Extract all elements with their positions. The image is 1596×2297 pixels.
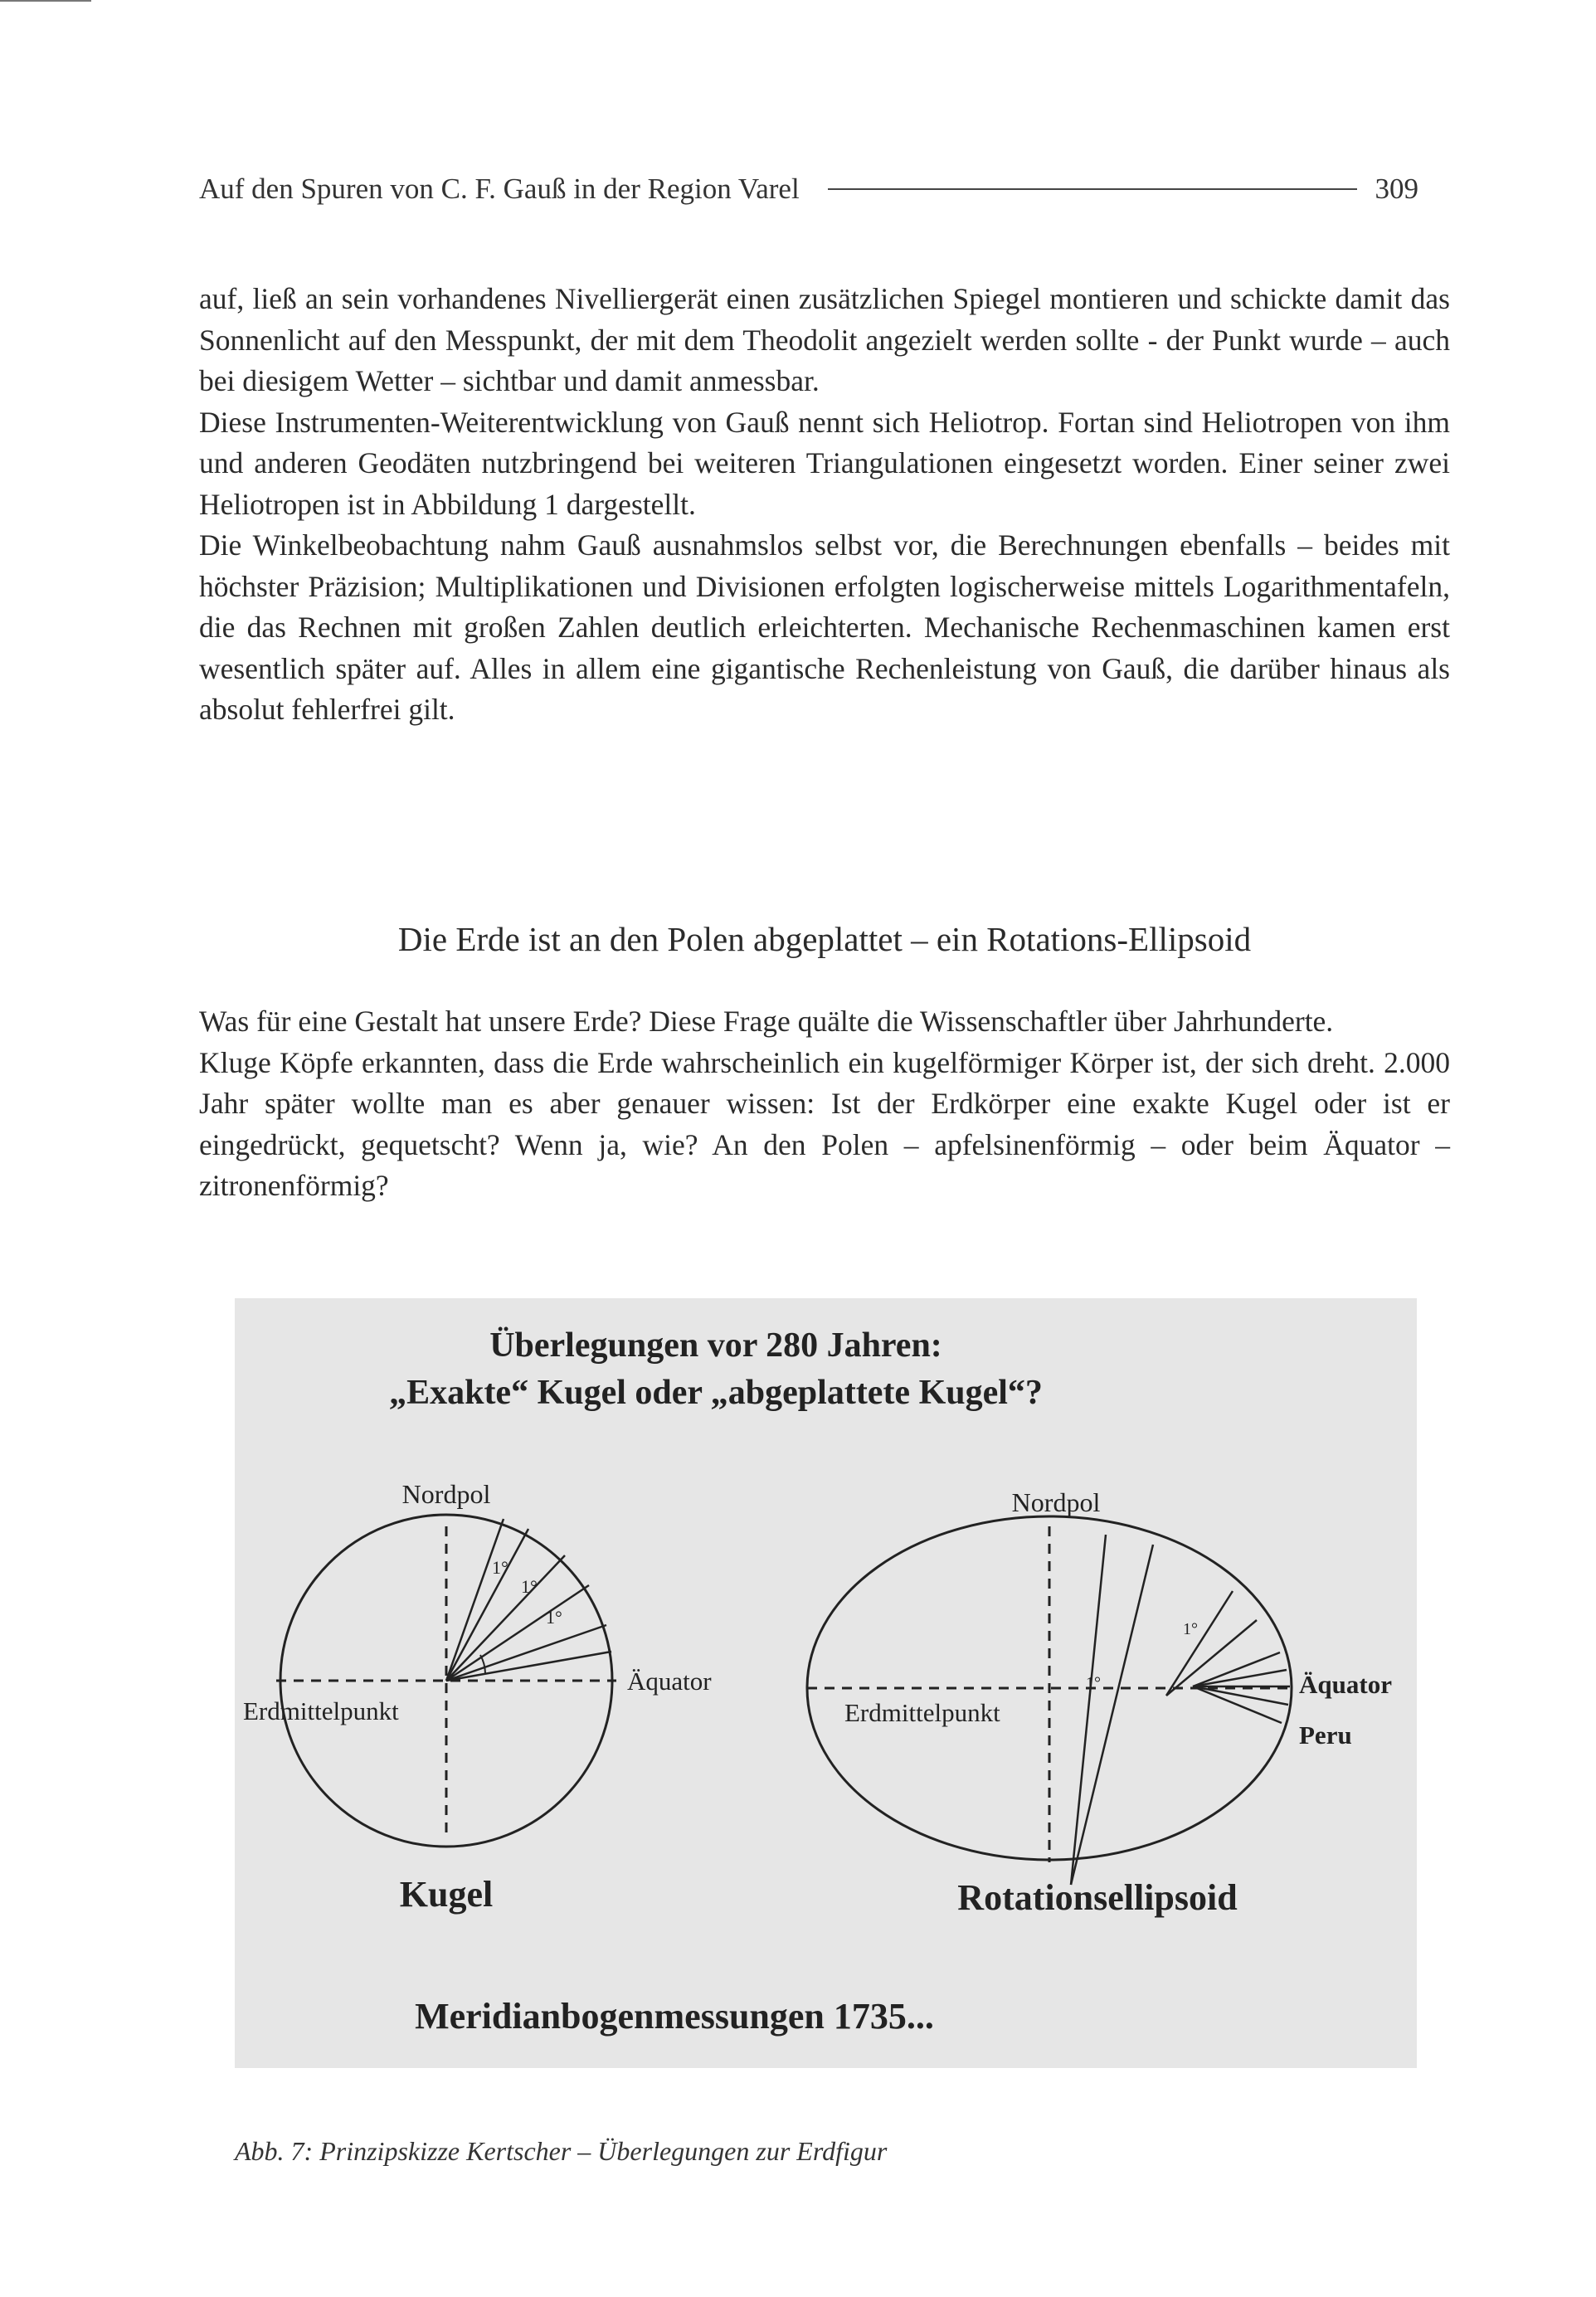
ellipsoid-ray [1166,1591,1233,1696]
sphere-name-label: Kugel [399,1874,494,1915]
ellipsoid-name-label: Rotationsellipsoid [957,1877,1238,1918]
angle-arc [480,1655,485,1673]
ellipsoid-ray [1071,1545,1153,1885]
degree-label: 1° [521,1576,538,1597]
figure-diagram [235,1298,1417,2068]
peru-label: Peru [1299,1720,1352,1750]
running-title: Auf den Spuren von C. F. Gauß in der Region Varel [199,173,800,205]
section-heading: Die Erde ist an den Polen abgeplattet – ein Rotations-Ellipsoid [397,920,1252,958]
figure-earth-shape [235,1298,1417,2068]
sphere-ray [446,1519,504,1681]
ellipsoid-north-pole-label: Nordpol [1011,1487,1101,1517]
sphere-ray [446,1625,606,1681]
paragraph: Was für eine Gestalt hat unsere Erde? Diese Frage quälte die Wissenschaftler über Jahrhunderte. [199,1005,1334,1038]
paragraph: auf, ließ an sein vorhandenes Nivelliergerät einen zusätzlichen Spiegel montieren und schickte damit das Sonnenlicht auf den Messpunkt, der mit dem Theodolit angezielt werden sollte - der Punkt wurde – auch bei diesigem Wetter – sichtbar und damit anmessbar. [199,282,1450,397]
paragraph: Kluge Köpfe erkannten, dass die Erde wahrscheinlich ein kugelförmiger Körper ist, der sich dreht. 2.000 Jahr später wollte man es aber genauer wissen: Ist der Erdkörper eine exakte Kugel oder ist er eingedrückt, gequetscht? Wenn ja, wie? An den Polen – apfelsinenförmig – oder beim Äquator – zitronenförmig? [199,1045,1450,1202]
running-head [199,173,1418,206]
degree-label: 1° [546,1607,562,1628]
figure-caption: Abb. 7: Prinzipskizze Kertscher – Überlegungen zur Erdfigur [235,2136,888,2166]
paragraph: Diese Instrumenten-Weiterentwicklung von Gauß nennt sich Heliotrop. Fortan sind Heliotropen von ihm und anderen Geodäten nutzbringend bei weiteren Triangulationen eingesetzt worden. Einer seiner zwei Heliotropen ist in Abbildung 1 dargestellt. [199,405,1450,521]
sphere-ray [446,1585,589,1681]
header-rule [828,188,1357,190]
sphere-north-pole-label: Nordpol [401,1479,491,1509]
sphere-ray [446,1529,528,1681]
ellipsoid-equator-label: Äquator [1299,1670,1392,1699]
degree-label: 1° [1086,1674,1101,1692]
sphere-diagram [276,1515,616,1847]
ellipsoid-center-label: Erdmittelpunkt [844,1698,1000,1727]
ellipsoid-ray [1193,1652,1280,1686]
figure-title-line1: Überlegungen vor 280 Jahren: [489,1326,942,1365]
sphere-center-label: Erdmittelpunkt [243,1696,399,1725]
degree-label: 1° [492,1557,508,1578]
ellipsoid-ray [1166,1620,1257,1696]
figure-footer: Meridianbogenmessungen 1735... [415,1996,934,2037]
ellipsoid-ray [1193,1686,1288,1705]
body-text-top [199,279,1450,731]
sphere-equator-label: Äquator [627,1667,712,1696]
ellipsoid-ray [1193,1686,1282,1723]
figure-title-line2: „Exakte“ Kugel oder „abgeplattete Kugel“? [389,1374,1043,1412]
paragraph: Die Winkelbeobachtung nahm Gauß ausnahmslos selbst vor, die Berechnungen ebenfalls – beides mit höchster Präzision; Multiplikationen und Divisionen erfolgten logischerweise mittels Logarithmentafeln, die das Rechnen mit großen Zahlen deutlich erleichterten. Mechanische Rechenmaschinen kamen erst wesentlich später auf. Alles in allem eine gigantische Rechenleistung von Gauß, die darüber hinaus als absolut fehlerfrei gilt. [199,528,1450,726]
page-number: 309 [1375,173,1418,205]
ellipsoid-ray [1193,1670,1287,1686]
top-edge-rule [0,0,91,2]
body-text-bottom [199,1001,1450,1207]
ellipsoid-ray [1071,1535,1106,1885]
degree-label: 1° [1183,1620,1198,1638]
